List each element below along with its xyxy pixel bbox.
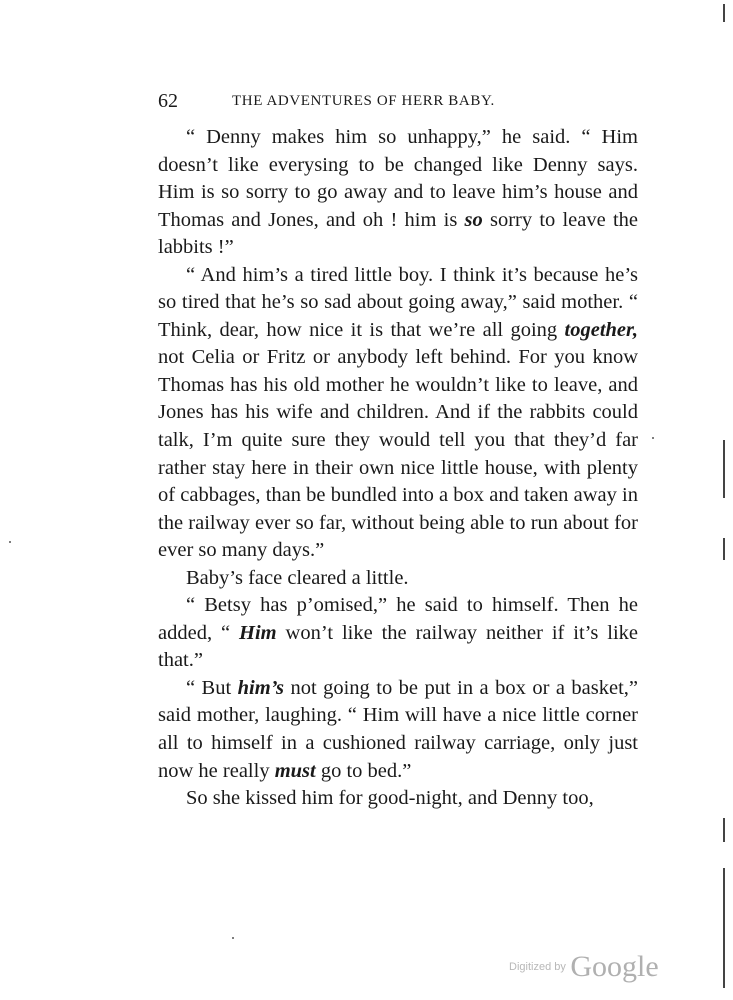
text-run: not Celia or Fritz or anybody left behind. For you know Thomas has his old mother he wouldn’t like to leave, and Jones has his wife and children. And if the rabbits could talk, I’m quite sure they would tell you that they’d far rather stay here in their own nice little house, with plenty of cabbages, than be bundled into a box and taken away in the railway ever so far, without being able to run about for ever so many days.”: [158, 346, 638, 562]
emphasized-text: so: [464, 208, 483, 231]
google-logo: Google: [570, 950, 659, 983]
paragraph: [158, 565, 638, 593]
paragraph: [158, 592, 638, 675]
running-title: THE ADVENTURES OF HERR BABY.: [232, 93, 495, 109]
text-run: “ But: [186, 676, 238, 699]
paragraph: [158, 124, 638, 262]
text-run: “ Denny makes him so unhappy,” he said. “ Him doesn’t like everysing to be changed like Denny says. Him is so sorry to go away and to leave him’s house and Thomas and Jones, and oh ! him is: [158, 126, 638, 231]
text-run: sorry to leave the labbits !”: [158, 208, 638, 259]
scan-speck: [232, 937, 234, 939]
text-run: “ Betsy has p’omised,” he said to himself. Then he added, “: [158, 594, 638, 644]
text-run: go to bed.”: [315, 759, 412, 782]
page-edge-line: [723, 818, 725, 842]
text-run: won’t like the railway neither if it’s like that.”: [158, 621, 639, 672]
scan-speck: [652, 437, 654, 439]
paragraph: [158, 675, 638, 785]
text-run: not going to be put in a box or a basket,” said mother, laughing. “ Him will have a nice little corner all to himself in a cushioned railway carriage, only just now he really: [158, 676, 639, 782]
emphasized-text: him’s: [237, 676, 284, 699]
digitized-watermark: [509, 950, 659, 990]
page-edge-line: [723, 4, 725, 22]
paragraph: [158, 785, 638, 813]
page-edge-line: [723, 440, 725, 498]
page-header: [158, 90, 638, 114]
text-run: So she kissed him for good-night, and Denny too,: [186, 787, 594, 810]
page-edge-line: [723, 868, 725, 988]
emphasized-text: must: [274, 759, 316, 782]
watermark-prefix: Digitized by: [509, 961, 566, 973]
emphasized-text: together,: [564, 318, 638, 341]
text-run: “ And him’s a tired little boy. I think it’s because he’s so tired that he’s so sad about going away,” said mother. “ Think, dear, how nice it is that we’re all going: [158, 263, 638, 341]
paragraph: [158, 262, 638, 565]
scan-speck: [9, 541, 11, 543]
emphasized-text: Him: [239, 621, 277, 644]
page-edge-line: [723, 538, 725, 560]
body-text: [158, 124, 638, 813]
text-run: Baby’s face cleared a little.: [186, 566, 409, 589]
page-number: 62: [158, 90, 178, 112]
